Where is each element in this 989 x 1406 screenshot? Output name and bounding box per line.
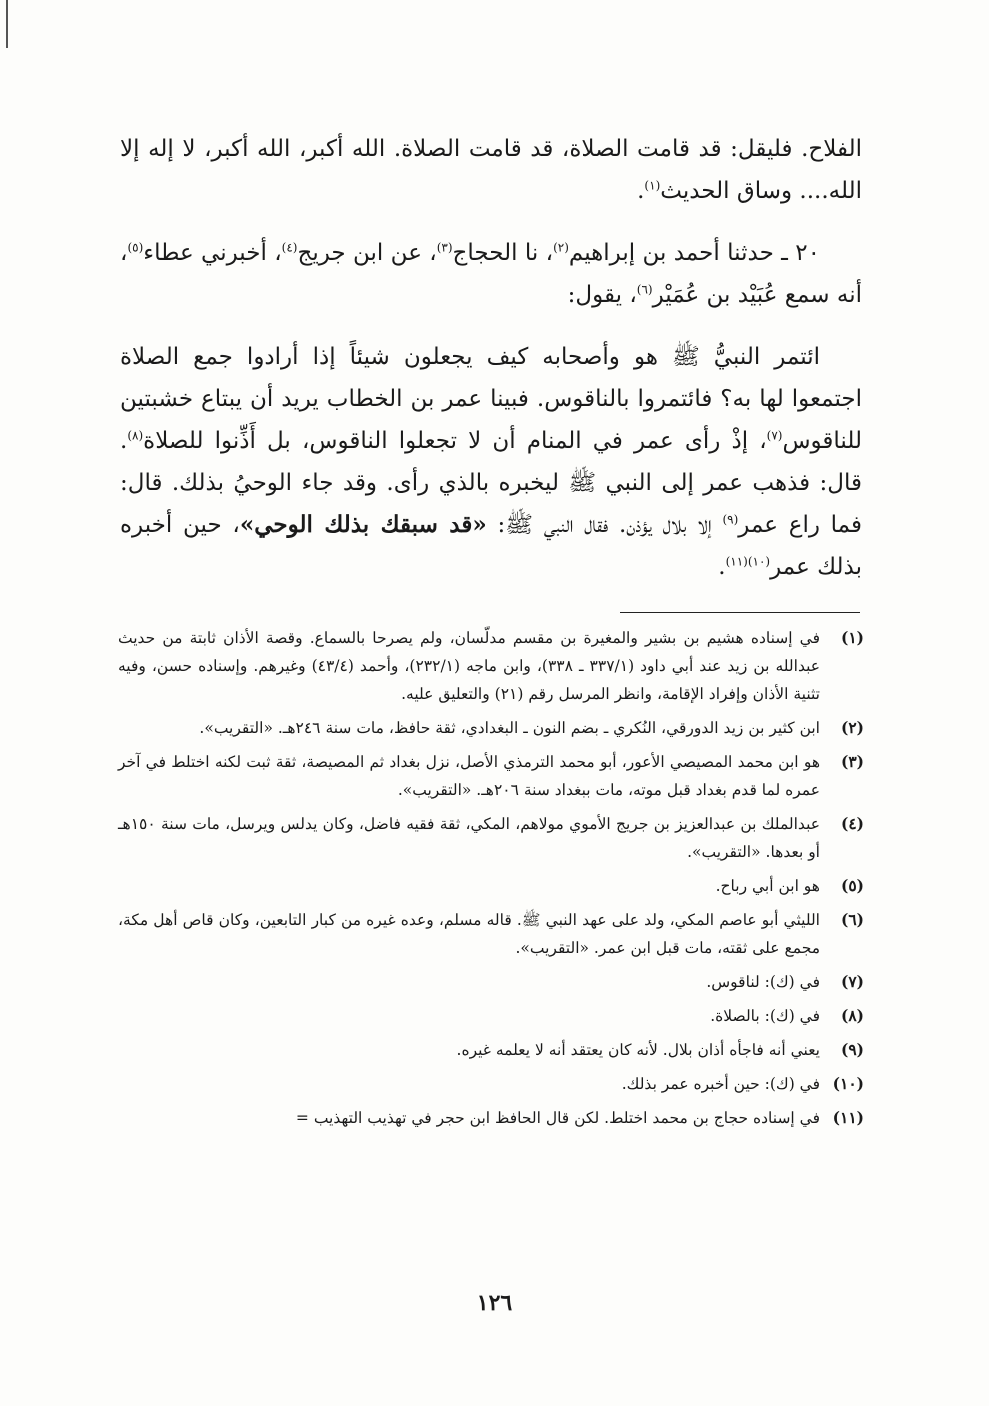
footnote-text: الليثي أبو عاصم المكي، ولد على عهد النبي ﷺ. قاله مسلم، وعده غيره من كبار التابعين، وكان قاص أهل مكة، مجمع على ثقته، مات قبل ابن عمر. «التقريب».: [118, 911, 820, 957]
footnote-ref-9: (٩): [722, 512, 739, 527]
footnote-text: في (ك): لناقوس.: [706, 973, 820, 991]
footnote-ref-3: (٣): [436, 240, 453, 255]
footnote-2: [118, 714, 864, 742]
footnote-ref-10-11: (١٠)(١١): [725, 554, 771, 569]
footnote-number: (٩): [840, 1040, 864, 1059]
p2-text-e: ، أنه سمع عُبَيْد بن عُمَيْر: [120, 240, 862, 308]
p2-text-f: ، يقول:: [567, 282, 637, 308]
footnote-number: (٦): [840, 910, 864, 929]
p2-text-d: ، أخبرني عطاء: [143, 240, 282, 266]
footnote-number: (١٠): [832, 1074, 864, 1093]
p3-text-f: .: [718, 554, 726, 580]
footnote-11: [118, 1104, 864, 1132]
footnote-ref-4: (٤): [281, 240, 298, 255]
footnote-9: [118, 1036, 864, 1064]
footnote-3: [118, 748, 864, 804]
paragraph-1-text-b: .: [637, 178, 645, 204]
footnote-4: [118, 810, 864, 866]
footnotes-section: [118, 624, 864, 1138]
footnote-ref-5: (٥): [127, 240, 144, 255]
footnote-number: (١١): [832, 1108, 864, 1127]
footnote-text: هو ابن محمد المصيصي الأعور، أبو محمد الترمذي الأصل، نزل بغداد ثم المصيصة، ثقة ثبت لكنه اختلط في آخر عمره لما قدم بغداد قبل موته، مات ببغداد سنة ٢٠٦هـ. «التقريب».: [118, 753, 820, 799]
page-number: ١٢٦: [476, 1290, 513, 1316]
footnote-text: في إسناده حجاج بن محمد اختلط. لكن قال الحافظ ابن حجر في تهذيب التهذيب =: [295, 1109, 820, 1127]
footnote-separator: [620, 612, 860, 613]
footnote-number: (٢): [840, 718, 864, 737]
footnote-ref-8: (٨): [127, 428, 144, 443]
paragraph-3-hadith-text: [120, 336, 862, 588]
footnote-text: في (ك): حين أخبره عمر بذلك.: [621, 1075, 820, 1093]
p2-text-b: ، نا الحجاج: [452, 240, 554, 266]
paragraph-2-hadith-20: [120, 232, 862, 316]
footnote-ref-6: (٦): [636, 282, 653, 297]
footnote-7: [118, 968, 864, 996]
footnote-5: [118, 872, 864, 900]
footnote-1: [118, 624, 864, 708]
p3-text-e: ، حين أخبره بذلك عمر: [120, 512, 862, 580]
p3-text-c: . قال: فذهب عمر إلى النبي ﷺ ليخبره بالذي رأى. وقد جاء الوحيُ بذلك. قال: فما راع عمر: [120, 428, 862, 538]
footnote-number: (٨): [840, 1006, 864, 1025]
footnote-text: هو ابن أبي رباح.: [715, 877, 820, 895]
footnote-6: [118, 906, 864, 962]
footnote-text: يعني أنه فاجأه أذان بلال. لأنه كان يعتقد أنه لا يعلمه غيره.: [456, 1041, 820, 1059]
footnote-text: في (ك): بالصلاة.: [710, 1007, 820, 1025]
p2-text-c: ، عن ابن جريج: [297, 240, 437, 266]
paragraph-1: [120, 128, 862, 212]
p3-text-d: إلا بلال يؤذن. فقال النبي ﷺ:: [486, 512, 723, 538]
footnote-number: (٥): [840, 876, 864, 895]
footnote-ref-2: (٢): [553, 240, 569, 255]
footnote-number: (٣): [840, 752, 864, 771]
footnote-text: ابن كثير بن زيد الدورقي، النُكري ـ بضم النون ـ البغدادي، ثقة حافظ، مات سنة ٢٤٦هـ. «التقريب».: [199, 719, 820, 737]
footnote-ref-1: (١): [644, 178, 661, 193]
p3-text-b: ، إذْ رأى عمر في المنام أن لا تجعلوا الناقوس، بل أَذِّنوا للصلاة: [143, 428, 767, 454]
paragraph-1-text-a: الفلاح. فليقل: قد قامت الصلاة، قد قامت الصلاة. الله أكبر، الله أكبر، لا إله إلا الله.... وساق الحديث: [120, 136, 862, 204]
footnote-8: [118, 1002, 864, 1030]
footnote-ref-7: (٧): [766, 428, 783, 443]
footnote-number: (٤): [840, 814, 864, 833]
scan-edge-mark: [6, 0, 8, 48]
footnote-10: [118, 1070, 864, 1098]
footnote-text: في إسناده هشيم بن بشير والمغيرة بن مقسم مدلّسان، ولم يصرحا بالسماع. وقصة الأذان ثابتة من حديث عبدالله بن زيد عند أبي داود (٣٣٧/١ ـ ٣٣٨)، وابن ماجه (٢٣٢/١)، وأحمد (٤٣/٤) وغيرهم. وإسناده حسن، وفيه تثنية الأذان وإفراد الإقامة، وانظر المرسل رقم (٢١) والتعليق عليه.: [118, 629, 821, 703]
prophet-quote: «قد سبقك بذلك الوحي»: [239, 511, 487, 538]
p3-text-a: ائتمر النبيُّ ﷺ هو وأصحابه كيف يجعلون شيئاً إذا أرادوا جمع الصلاة اجتمعوا لها به؟ فائتمروا بالناقوس. فبينا عمر بن الخطاب يريد أن يبتاع خشبتين للناقوس: [120, 344, 862, 454]
footnote-number: (٧): [840, 972, 864, 991]
footnote-number: (١): [840, 628, 864, 647]
footnote-text: عبدالملك بن عبدالعزيز بن جريج الأموي مولاهم، المكي، ثقة فقيه فاضل، وكان يدلس ويرسل، مات سنة ١٥٠هـ أو بعدها. «التقريب».: [118, 815, 820, 861]
p2-text-a: ٢٠ ـ حدثنا أحمد بن إبراهيم: [568, 240, 820, 266]
